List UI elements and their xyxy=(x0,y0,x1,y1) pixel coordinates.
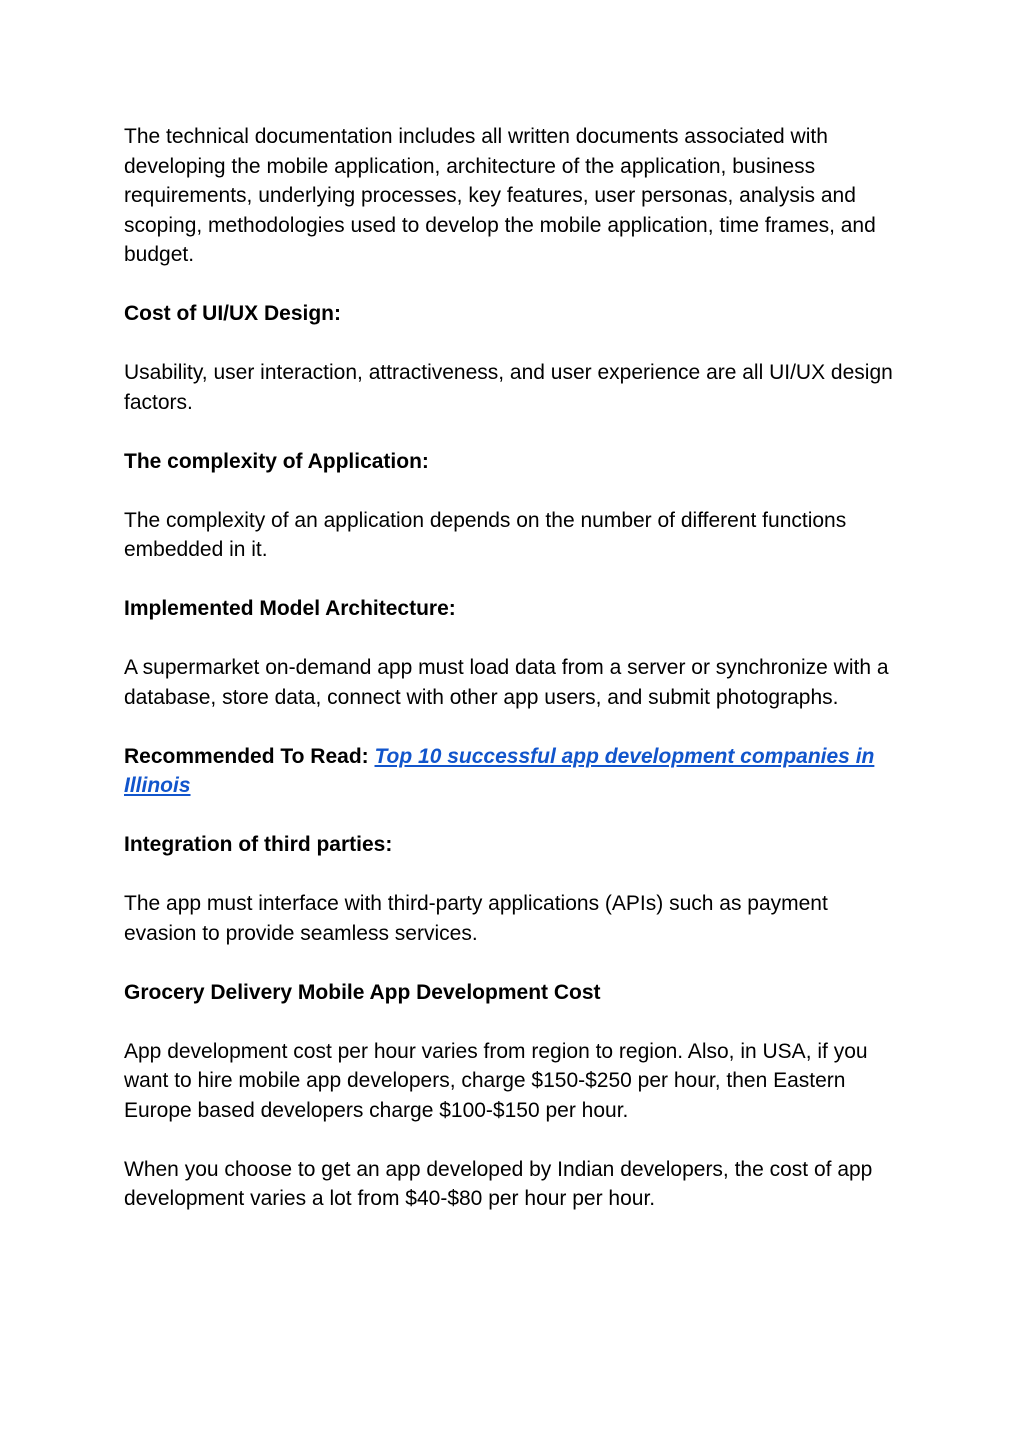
recommended-to-read xyxy=(124,742,904,801)
recommended-label: Recommended To Read: xyxy=(124,744,369,768)
paragraph-model-architecture: A supermarket on-demand app must load data from a server or synchronize with a database, store data, connect with other app users, and submit photographs. xyxy=(124,656,889,709)
heading-ui-ux-cost: Cost of UI/UX Design: xyxy=(124,302,342,325)
heading-model-architecture: Implemented Model Architecture: xyxy=(124,597,456,620)
intro-paragraph: The technical documentation includes all written documents associated with developing the mobile application, architecture of the application, business requirements, underlying processes, key features, user personas, analysis and scoping, methodologies used to develop the mobile application, time frames, and budget. xyxy=(124,125,876,266)
paragraph-third-party-integration: The app must interface with third-party applications (APIs) such as payment evasion to provide seamless services. xyxy=(124,892,828,945)
closing-paragraph: When you choose to get an app developed by Indian developers, the cost of app development varies a lot from $40-$80 per hour per hour. xyxy=(124,1157,873,1210)
paragraph-ui-ux-cost: Usability, user interaction, attractiveness, and user experience are all UI/UX design factors. xyxy=(124,361,893,414)
paragraph-development-cost: App development cost per hour varies from region to region. Also, in USA, if you want to hire mobile app developers, charge $150-$250 per hour, then Eastern Europe based developers charge $100-$150 per hour. xyxy=(124,1039,868,1122)
document-page xyxy=(124,122,904,1243)
recommended-link[interactable]: Top 10 successful app development companies in Illinois xyxy=(124,744,875,797)
heading-third-party-integration: Integration of third parties: xyxy=(124,833,393,856)
heading-development-cost: Grocery Delivery Mobile App Development Cost xyxy=(124,980,601,1004)
heading-complexity: The complexity of Application: xyxy=(124,449,429,473)
paragraph-complexity: The complexity of an application depends on the number of different functions embedded in it. xyxy=(124,508,847,561)
